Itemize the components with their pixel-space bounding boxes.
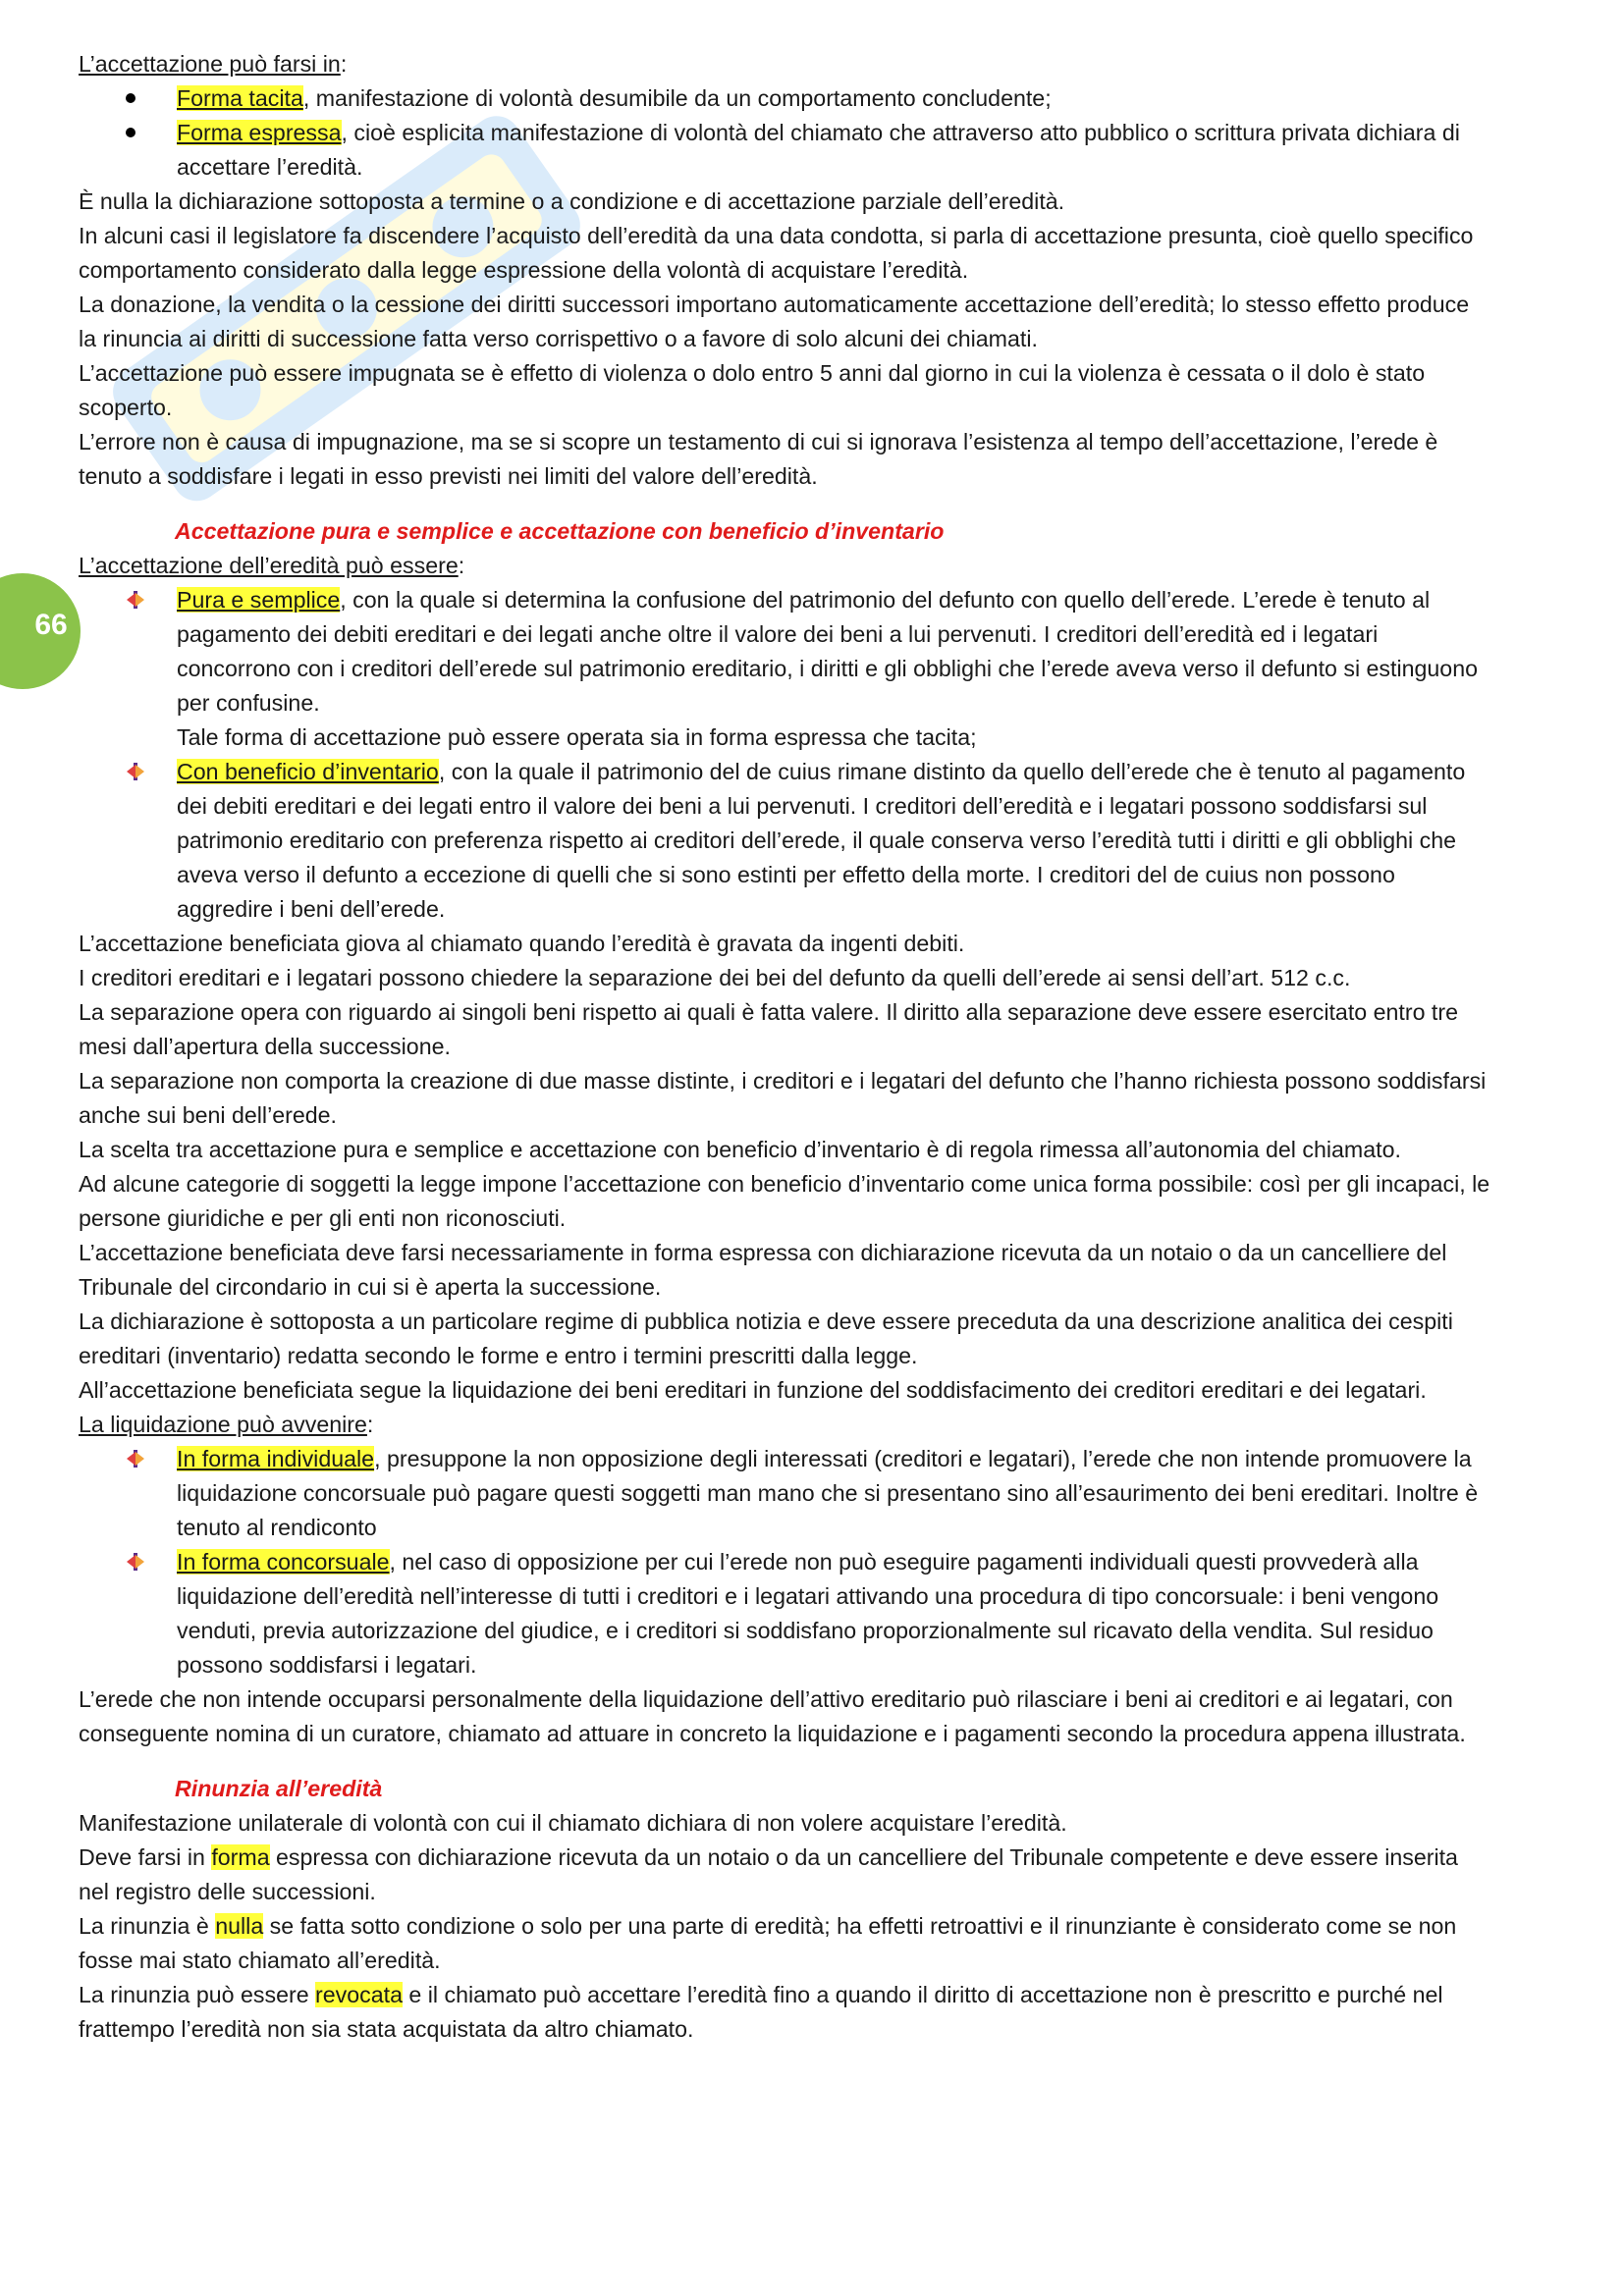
page-number: 66 xyxy=(34,609,68,641)
paragraph: La separazione non comporta la creazione di due masse distinte, i creditori e i legatari del defunto che l’hanno richiesta possono soddisfarsi anche sui beni dell’erede. xyxy=(79,1068,1487,1128)
arrow-bullet-icon xyxy=(125,1551,146,1573)
paragraph: Ad alcune categorie di soggetti la legge impone l’accettazione con beneficio d’inventario come unica forma possibile: così per gli incapaci, le persone giuridiche e per gli enti non riconosciuti. xyxy=(79,1171,1490,1231)
section2-heading: Accettazione pura e semplice e accettazione con beneficio d’inventario xyxy=(175,518,945,544)
paragraph: La rinunzia può essere revocata e il chiamato può accettare l’eredità fino a quando il diritto di accettazione non è prescritto e purché nel frattempo l’eredità non sia stata acquistata da altro chiamato. xyxy=(79,1982,1443,2042)
paragraph: La separazione opera con riguardo ai singoli beni rispetto ai quali è fatta valere. Il diritto alla separazione deve essere esercitato entro tre mesi dall’apertura della successione. xyxy=(79,999,1458,1059)
liquidation-list xyxy=(79,1442,1492,1682)
paragraph: All’accettazione beneficiata segue la liquidazione dei beni ereditari in funzione del soddisfacimento dei creditori ereditari e dei legatari. xyxy=(79,1377,1427,1403)
paragraph: La scelta tra accettazione pura e semplice e accettazione con beneficio d’inventario è di regola rimessa all’autonomia del chiamato. xyxy=(79,1137,1401,1162)
list-item: Forma tacita, manifestazione di volontà desumibile da un comportamento concludente; xyxy=(79,81,1492,116)
list-item: In forma individuale, presuppone la non opposizione degli interessati (creditori e legatari), l’erede che non intende promuovere la liquidazione concorsuale può pagare questi soggetti man mano che si presentano sino all’esaurimento dei beni ereditari. Inoltre è tenuto al rendiconto xyxy=(79,1442,1492,1545)
arrow-bullet-icon xyxy=(125,1448,146,1469)
acceptance-forms-list xyxy=(79,81,1492,185)
page-number-badge xyxy=(0,573,81,689)
paragraph: L’accettazione beneficiata giova al chiamato quando l’eredità è gravata da ingenti debiti. xyxy=(79,931,965,956)
paragraph: Manifestazione unilaterale di volontà con cui il chiamato dichiara di non volere acquistare l’eredità. xyxy=(79,1810,1067,1836)
arrow-bullet-icon xyxy=(125,589,146,611)
paragraph: L’accettazione beneficiata deve farsi necessariamente in forma espressa con dichiarazione ricevuta da un notaio o da un cancelliere del Tribunale del circondario in cui si è aperta la successione. xyxy=(79,1240,1447,1300)
paragraph: È nulla la dichiarazione sottoposta a termine o a condizione e di accettazione parziale dell’eredità. xyxy=(79,188,1065,214)
list-item: Forma espressa, cioè esplicita manifestazione di volontà del chiamato che attraverso atto pubblico o scrittura privata dichiara di accettare l’eredità. xyxy=(79,116,1492,185)
liquidation-intro: La liquidazione può avvenire: xyxy=(79,1412,374,1437)
section2-intro: L’accettazione dell’eredità può essere: xyxy=(79,553,465,578)
section3-heading: Rinunzia all’eredità xyxy=(175,1776,383,1801)
paragraph: In alcuni casi il legislatore fa discendere l’acquisto dell’eredità da una data condotta, si parla di accettazione presunta, cioè quello specifico comportamento considerato dalla legge espressione della volontà di acquistare l’eredità. xyxy=(79,223,1474,283)
paragraph: L’erede che non intende occuparsi personalmente della liquidazione dell’attivo ereditario può rilasciare i beni ai creditori e ai legatari, con conseguente nomina di un curatore, chiamato ad attuare in concreto la liquidazione e i pagamenti secondo la procedura appena illustrata. xyxy=(79,1686,1466,1746)
list-item: Con beneficio d’inventario, con la quale il patrimonio del de cuius rimane distinto da quello dell’erede che è tenuto al pagamento dei debiti ereditari e dei legati entro il valore dei beni a lui pervenuti. I creditori dell’eredità e i legatari possono soddisfarsi sul patrimonio ereditario con preferenza rispetto ai creditori dell’erede, il quale conserva verso l’eredità tutti i diritti e gli obblighi che aveva verso il defunto a eccezione di quelli che si sono estinti per effetto della morte. I creditori del de cuius non possono aggredire i beni dell’erede. xyxy=(79,755,1492,927)
section1-intro: L’accettazione può farsi in: xyxy=(79,51,348,77)
paragraph: La dichiarazione è sottoposta a un particolare regime di pubblica notizia e deve essere preceduta da una descrizione analitica dei cespiti ereditari (inventario) redatta secondo le forme e entro i termini prescritti dalla legge. xyxy=(79,1308,1453,1368)
paragraph: Deve farsi in forma espressa con dichiarazione ricevuta da un notaio o da un cancelliere del Tribunale competente e deve essere inserita nel registro delle successioni. xyxy=(79,1844,1458,1904)
bullet-dot-icon xyxy=(126,93,135,103)
document-body xyxy=(79,47,1492,2047)
paragraph: I creditori ereditari e i legatari possono chiedere la separazione dei bei del defunto da quelli dell’erede ai sensi dell’art. 512 c.c. xyxy=(79,965,1351,990)
acceptance-types-list xyxy=(79,583,1492,927)
paragraph: L’errore non è causa di impugnazione, ma se si scopre un testamento di cui si ignorava l’esistenza al tempo dell’accettazione, l’erede è tenuto a soddisfare i legati in esso previsti nei limiti del valore dell’eredità. xyxy=(79,429,1438,489)
list-item: In forma concorsuale, nel caso di opposizione per cui l’erede non può eseguire pagamenti individuali questi provvederà alla liquidazione dell’eredità nell’interesse di tutti i creditori e i legatari attivando una procedura di tipo concorsuale: i beni vengono venduti, previa autorizzazione del giudice, e i creditori si soddisfano proporzionalmente sul ricavato della vendita. Sul residuo possono soddisfarsi i legatari. xyxy=(79,1545,1492,1682)
paragraph: La rinunzia è nulla se fatta sotto condizione o solo per una parte di eredità; ha effetti retroattivi e il rinunziante è considerato come se non fosse mai stato chiamato all’eredità. xyxy=(79,1913,1457,1973)
arrow-bullet-icon xyxy=(125,761,146,782)
bullet-dot-icon xyxy=(126,128,135,137)
paragraph: L’accettazione può essere impugnata se è effetto di violenza o dolo entro 5 anni dal giorno in cui la violenza è cessata o il dolo è stato scoperto. xyxy=(79,360,1426,420)
list-item: Pura e semplice, con la quale si determina la confusione del patrimonio del defunto con quello dell’erede. L’erede è tenuto al pagamento dei debiti ereditari e dei legati anche oltre il valore dei beni a lui pervenuti. I creditori dell’eredità ed i legatari concorrono con i creditori dell’erede sul patrimonio ereditario, i diritti e gli obblighi che l’erede aveva verso il defunto si estinguono per confusine. Tale forma di accettazione può essere operata sia in forma espressa che tacita; xyxy=(79,583,1492,755)
paragraph: La donazione, la vendita o la cessione dei diritti successori importano automaticamente accettazione dell’eredità; lo stesso effetto produce la rinuncia ai diritti di successione fatta verso corrispettivo o a favore di solo alcuni dei chiamati. xyxy=(79,292,1470,351)
